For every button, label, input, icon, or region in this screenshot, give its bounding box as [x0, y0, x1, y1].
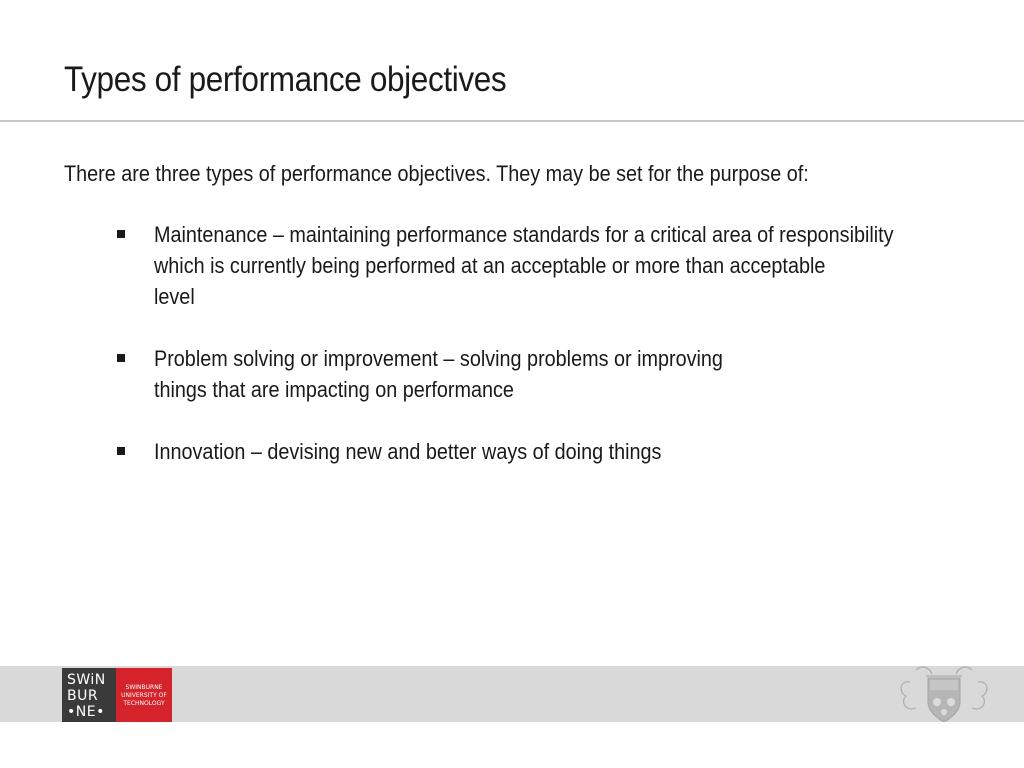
logo-mark-line: •NE• [67, 703, 105, 720]
bullet-item-innovation [64, 436, 964, 467]
logo-name [116, 668, 172, 723]
logo-mark [62, 668, 116, 723]
slide-content [64, 158, 964, 498]
bullet-text [154, 436, 946, 467]
bullet-item-maintenance [64, 219, 964, 312]
square-bullet-icon [117, 230, 125, 238]
logo-name-line: TECHNOLOGY [123, 699, 165, 707]
bullet-text [154, 343, 946, 405]
logo-mark-line: SWiN [67, 671, 106, 688]
logo-mark-line: BUR [67, 687, 99, 704]
square-bullet-icon [117, 354, 125, 362]
slide-title: Types of performance objectives [64, 60, 507, 99]
bullet-line: things that are impacting on performance [154, 377, 514, 402]
university-crest-icon [896, 662, 992, 724]
title-divider [0, 120, 1024, 122]
bullet-line: Innovation – devising new and better ways of doing things [154, 439, 662, 464]
bullet-text [154, 219, 946, 312]
logo-name-line: SWINBURNE [125, 683, 163, 691]
bullet-line: level [154, 284, 195, 309]
square-bullet-icon [117, 447, 125, 455]
swinburne-logo [62, 668, 172, 723]
bullet-line: Problem solving or improvement – solving problems or improving [154, 346, 723, 371]
bullet-item-problem-solving [64, 343, 964, 405]
bullet-line: Maintenance – maintaining performance standards for a critical area of responsibility [154, 222, 894, 247]
bullet-list [64, 219, 964, 467]
bottom-strip [0, 722, 1024, 768]
logo-name-line: UNIVERSITY OF [121, 691, 167, 699]
intro-paragraph: There are three types of performance objectives. They may be set for the purpose of: [64, 161, 809, 186]
bullet-line: which is currently being performed at an acceptable or more than acceptable [154, 253, 826, 278]
